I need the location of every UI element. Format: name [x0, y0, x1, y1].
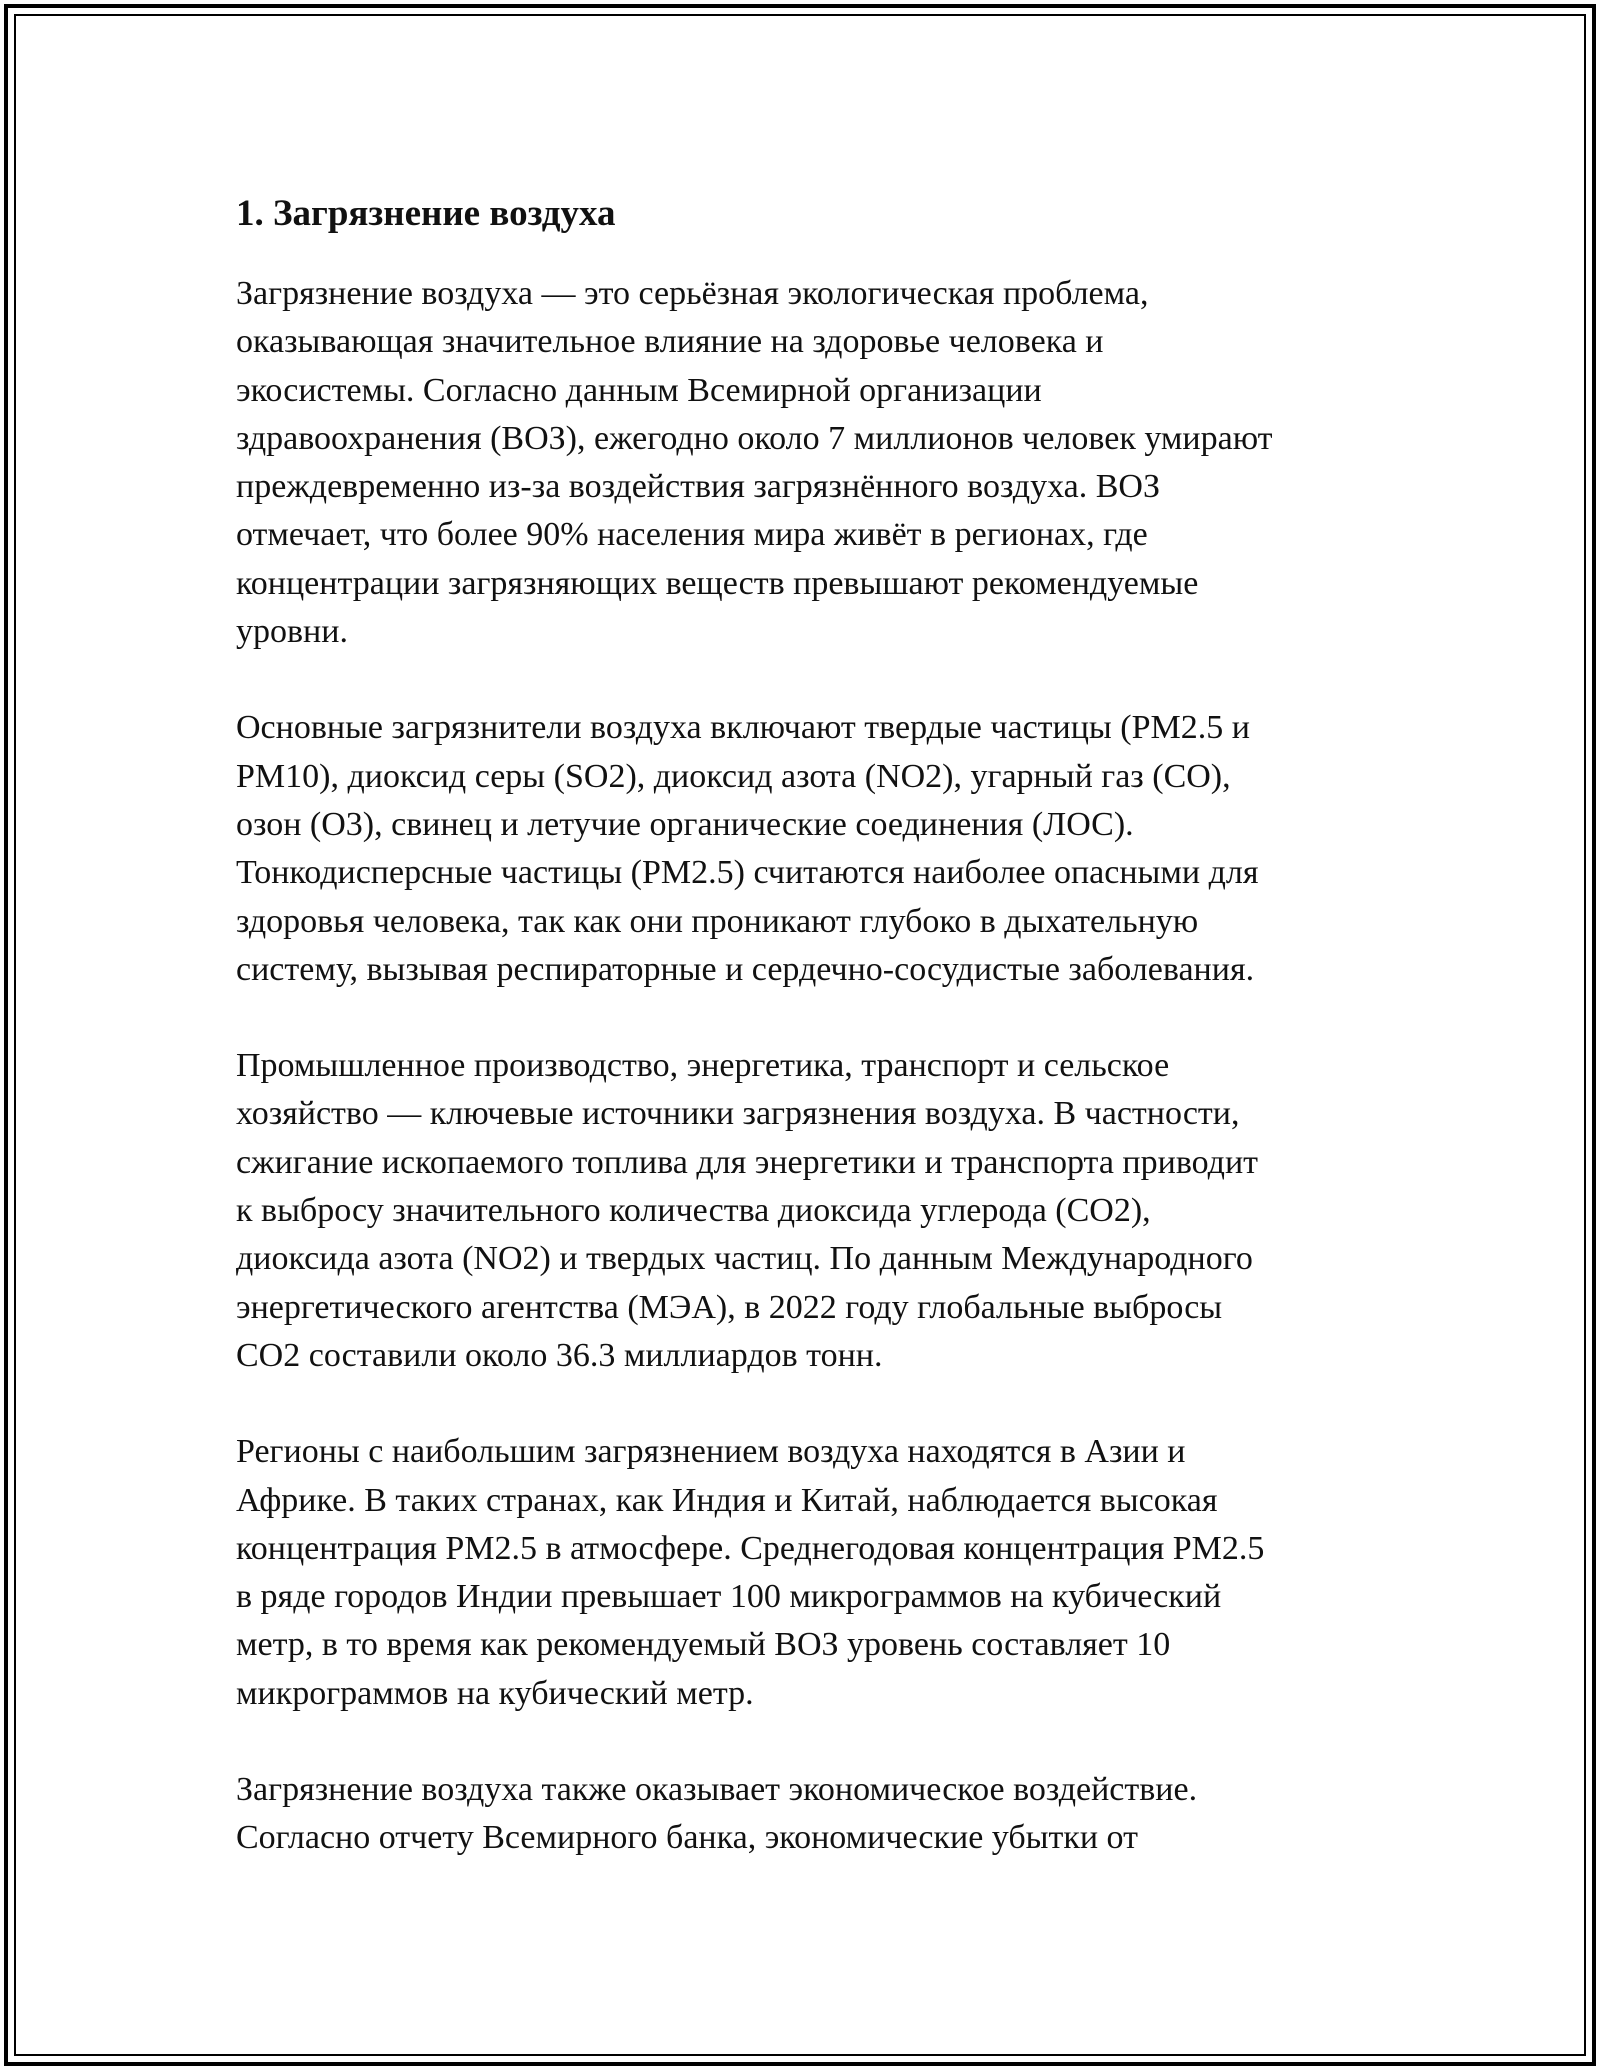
text-line: Промышленное производство, энергетика, транспорт и сельское	[236, 1047, 1170, 1085]
text-line: Африке. В таких странах, как Индия и Китай, наблюдается высокая	[236, 1481, 1218, 1519]
section-title: 1. Загрязнение воздуха	[236, 193, 616, 234]
text-line: концентрация PM2.5 в атмосфере. Среднегодовая концентрация PM2.5	[236, 1529, 1265, 1567]
text-line: диоксида азота (NO2) и твердых частиц. По данным Международного	[236, 1240, 1253, 1278]
paragraph-who-statistics	[236, 270, 1376, 656]
text-line: PM10), диоксид серы (SO2), диоксид азота (NO2), угарный газ (CO),	[236, 757, 1231, 795]
text-line: Загрязнение воздуха также оказывает экономическое воздействие.	[236, 1771, 1198, 1809]
text-line: Тонкодисперсные частицы (PM2.5) считаются наиболее опасными для	[236, 854, 1259, 892]
paragraph-economic-impact	[236, 1766, 1376, 1863]
text-line: сжигание ископаемого топлива для энергетики и транспорта приводит	[236, 1143, 1259, 1181]
text-line: CO2 составили около 36.3 миллиардов тонн.	[236, 1336, 883, 1374]
text-line: здоровья человека, так как они проникают глубоко в дыхательную	[236, 902, 1199, 940]
text-line: к выбросу значительного количества диоксида углерода (CO2),	[236, 1192, 1151, 1230]
text-line: метр, в то время как рекомендуемый ВОЗ уровень составляет 10	[236, 1626, 1171, 1664]
text-line: концентрации загрязняющих веществ превышают рекомендуемые	[236, 564, 1199, 602]
text-line: отмечает, что более 90% населения мира живёт в регионах, где	[236, 516, 1148, 554]
text-line: систему, вызывая респираторные и сердечно-сосудистые заболевания.	[236, 950, 1255, 988]
text-line: Согласно отчету Всемирного банка, экономические убытки от	[236, 1819, 1138, 1857]
text-line: Основные загрязнители воздуха включают твердые частицы (PM2.5 и	[236, 709, 1250, 747]
text-line: здравоохранения (ВОЗ), ежегодно около 7 миллионов человек умирают	[236, 419, 1273, 457]
text-line: в ряде городов Индии превышает 100 микрограммов на кубический	[236, 1578, 1222, 1616]
text-line: энергетического агентства (МЭА), в 2022 году глобальные выбросы	[236, 1288, 1223, 1326]
document-body	[236, 186, 1376, 1911]
paragraph-polluted-regions	[236, 1428, 1376, 1718]
text-line: Загрязнение воздуха — это серьёзная экологическая проблема,	[236, 275, 1149, 312]
text-line: хозяйство — ключевые источники загрязнения воздуха. В частности,	[236, 1095, 1240, 1133]
paragraph-pollution-sources	[236, 1042, 1376, 1380]
text-line: микрограммов на кубический метр.	[236, 1674, 754, 1712]
text-line: уровни.	[236, 613, 348, 651]
text-line: преждевременно из-за воздействия загрязнённого воздуха. ВОЗ	[236, 468, 1160, 506]
text-line: экосистемы. Согласно данным Всемирной организации	[236, 371, 1042, 409]
text-line: Регионы с наибольшим загрязнением воздуха находятся в Азии и	[236, 1433, 1186, 1471]
text-line: оказывающая значительное влияние на здоровье человека и	[236, 323, 1104, 361]
text-line: озон (O3), свинец и летучие органические соединения (ЛОС).	[236, 805, 1134, 843]
paragraph-main-pollutants	[236, 704, 1376, 994]
